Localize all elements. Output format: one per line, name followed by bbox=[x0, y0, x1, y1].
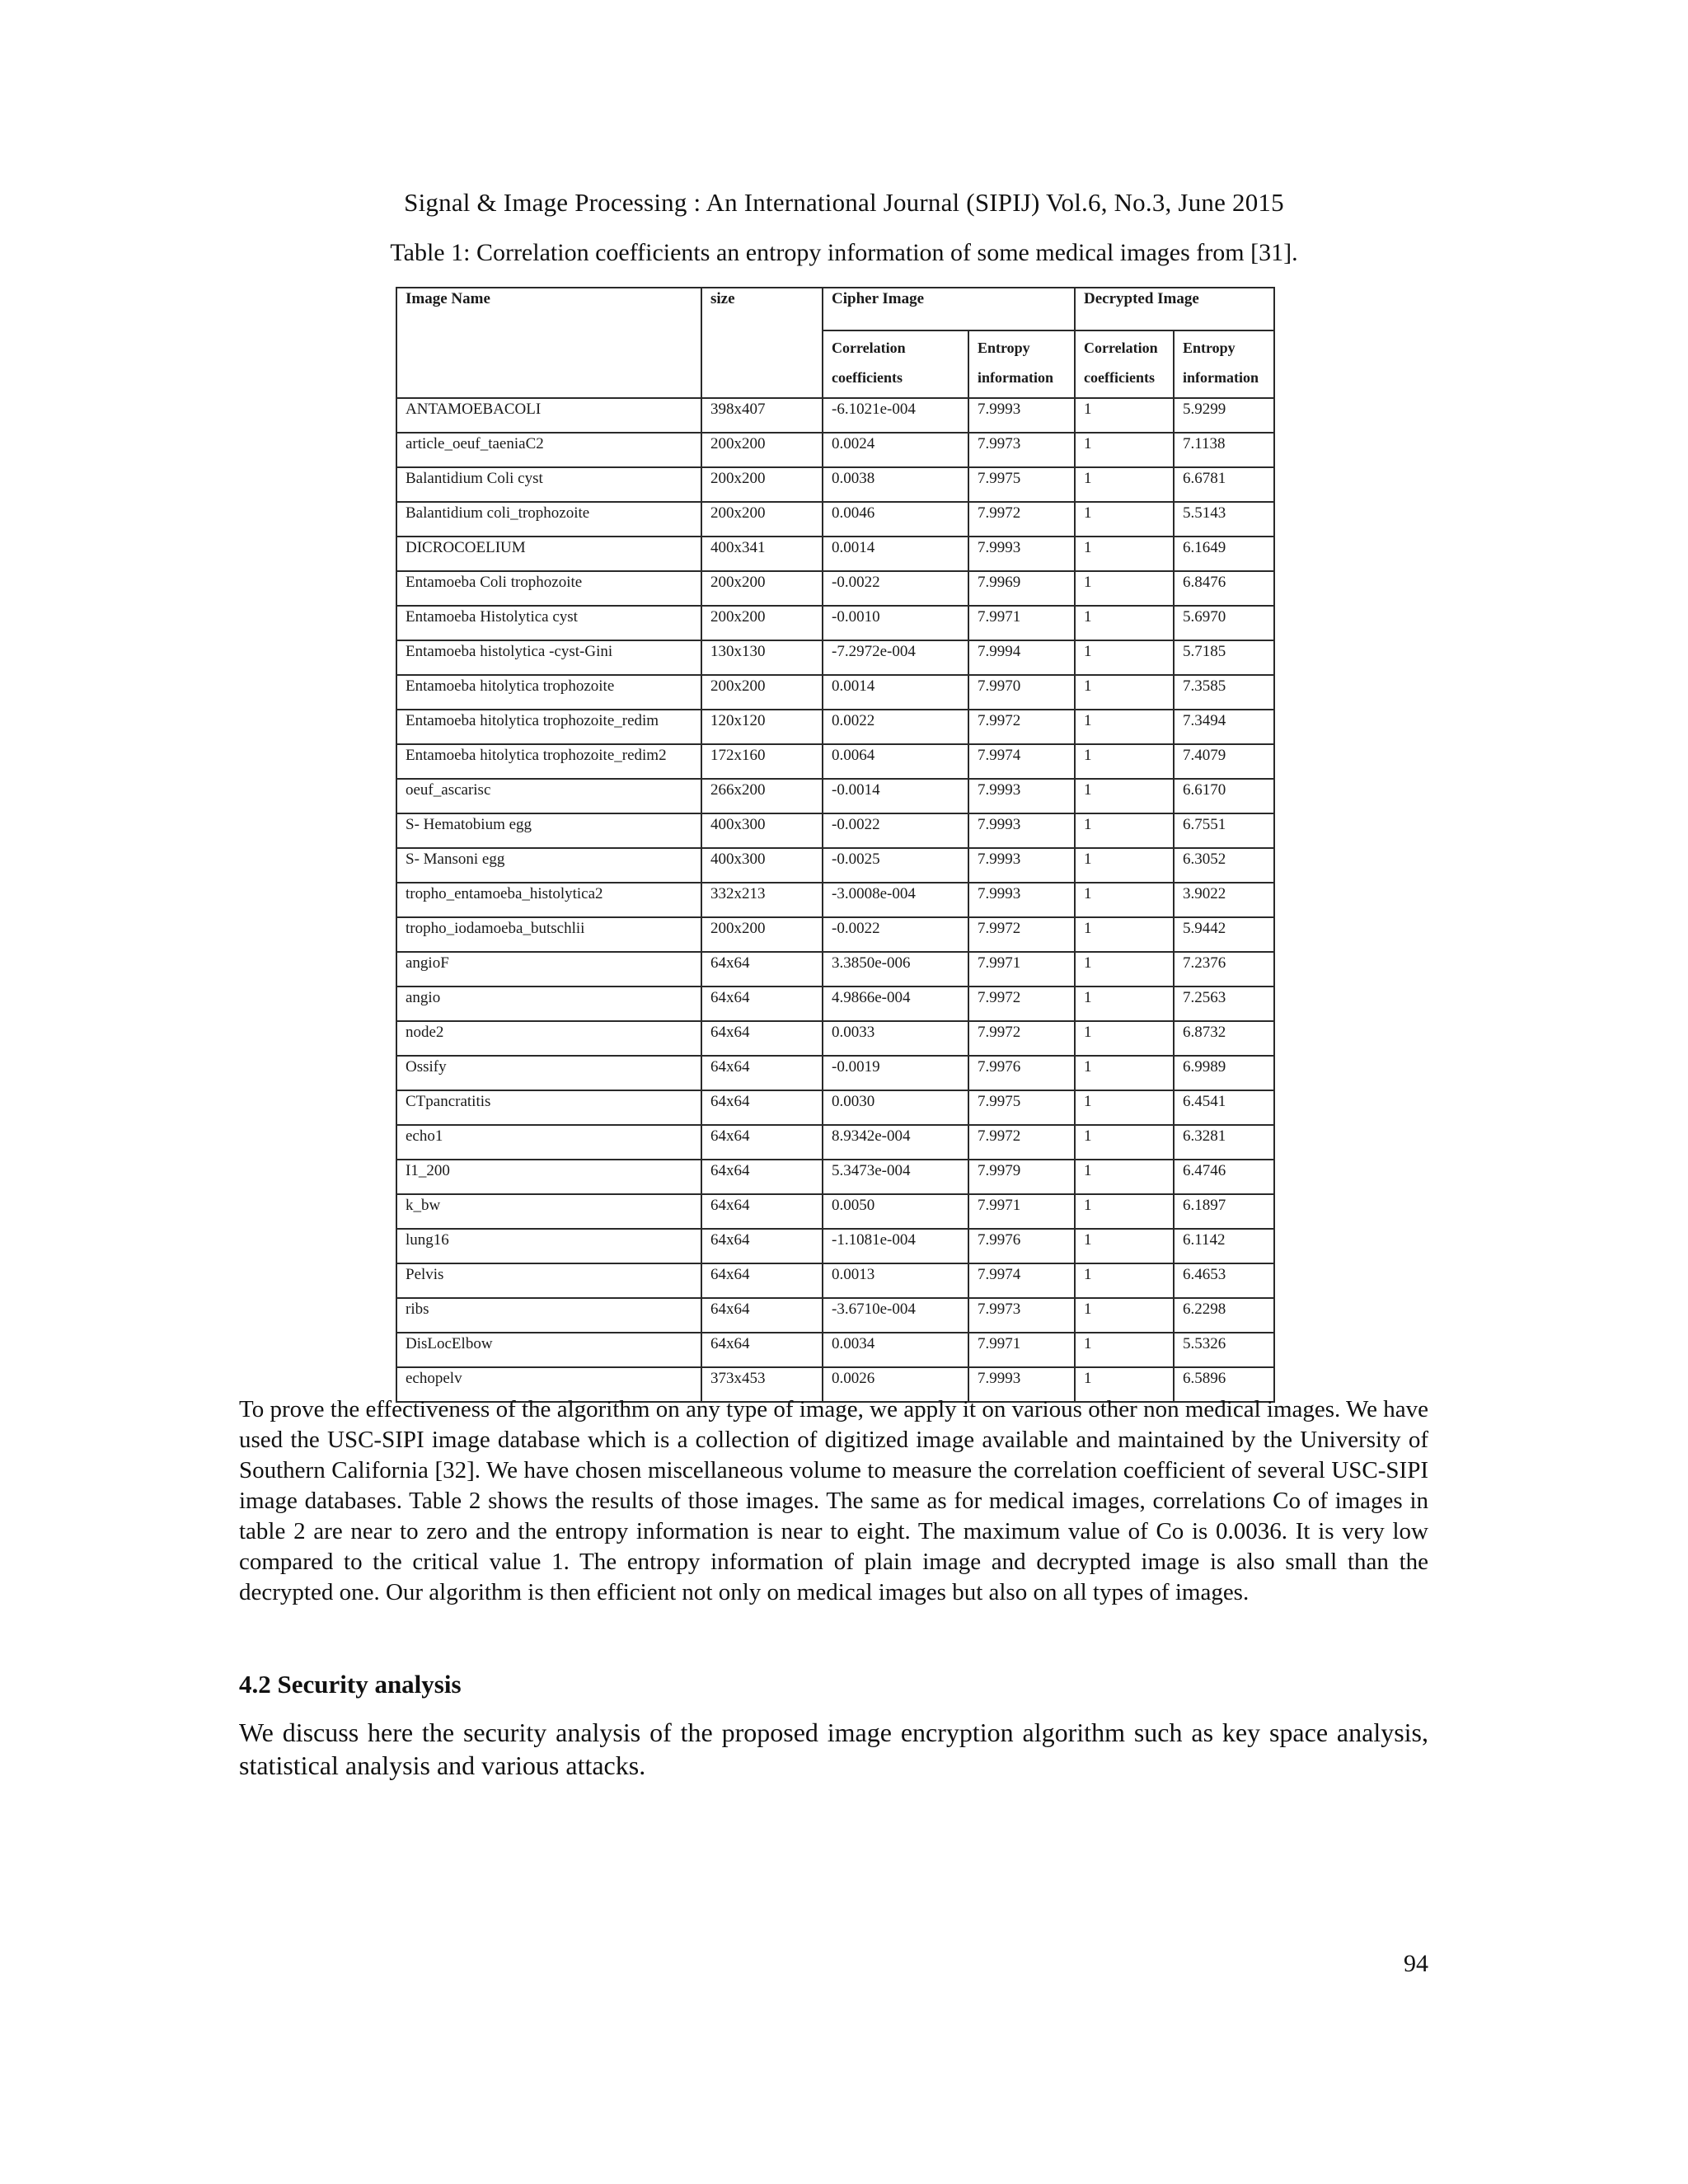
cell-cipher-correlation: 0.0046 bbox=[823, 502, 968, 537]
cell-cipher-correlation: -3.0008e-004 bbox=[823, 883, 968, 917]
cell-decrypted-entropy: 6.1897 bbox=[1174, 1194, 1274, 1229]
cell-image-name: tropho_entamoeba_histolytica2 bbox=[396, 883, 701, 917]
cell-size: 400x300 bbox=[701, 848, 823, 883]
cell-cipher-correlation: 0.0033 bbox=[823, 1021, 968, 1056]
cell-cipher-entropy: 7.9974 bbox=[968, 744, 1075, 779]
cell-cipher-entropy: 7.9993 bbox=[968, 813, 1075, 848]
table-row bbox=[396, 1298, 1274, 1333]
cell-decrypted-entropy: 6.1142 bbox=[1174, 1229, 1274, 1263]
cell-decrypted-correlation: 1 bbox=[1075, 1125, 1174, 1160]
cell-cipher-correlation: 8.9342e-004 bbox=[823, 1125, 968, 1160]
cell-image-name: lung16 bbox=[396, 1229, 701, 1263]
cell-size: 200x200 bbox=[701, 433, 823, 467]
cell-cipher-correlation: 0.0014 bbox=[823, 675, 968, 710]
cell-size: 200x200 bbox=[701, 606, 823, 640]
header-cipher-image: Cipher Image bbox=[823, 288, 1075, 330]
cell-decrypted-entropy: 6.7551 bbox=[1174, 813, 1274, 848]
cell-size: 64x64 bbox=[701, 952, 823, 987]
table-row bbox=[396, 1229, 1274, 1263]
cell-image-name: Entamoeba hitolytica trophozoite_redim2 bbox=[396, 744, 701, 779]
cell-image-name: echopelv bbox=[396, 1367, 701, 1402]
header-cipher-correlation: Correlation coefficients bbox=[823, 330, 968, 398]
cell-size: 332x213 bbox=[701, 883, 823, 917]
cell-cipher-entropy: 7.9972 bbox=[968, 1125, 1075, 1160]
section-heading: 4.2 Security analysis bbox=[239, 1670, 462, 1699]
cell-size: 64x64 bbox=[701, 1263, 823, 1298]
cell-cipher-entropy: 7.9979 bbox=[968, 1160, 1075, 1194]
cell-cipher-entropy: 7.9993 bbox=[968, 537, 1075, 571]
cell-decrypted-entropy: 3.9022 bbox=[1174, 883, 1274, 917]
cell-cipher-correlation: -0.0019 bbox=[823, 1056, 968, 1090]
cell-size: 120x120 bbox=[701, 710, 823, 744]
cell-size: 266x200 bbox=[701, 779, 823, 813]
table-row bbox=[396, 606, 1274, 640]
table-row bbox=[396, 675, 1274, 710]
cell-size: 64x64 bbox=[701, 1056, 823, 1090]
table-row bbox=[396, 537, 1274, 571]
cell-size: 200x200 bbox=[701, 571, 823, 606]
cell-decrypted-entropy: 6.4541 bbox=[1174, 1090, 1274, 1125]
results-table bbox=[396, 287, 1275, 1403]
cell-decrypted-correlation: 1 bbox=[1075, 1263, 1174, 1298]
cell-image-name: Entamoeba histolytica -cyst-Gini bbox=[396, 640, 701, 675]
cell-decrypted-correlation: 1 bbox=[1075, 917, 1174, 952]
header-decrypted-image: Decrypted Image bbox=[1075, 288, 1274, 330]
cell-decrypted-entropy: 7.1138 bbox=[1174, 433, 1274, 467]
cell-image-name: echo1 bbox=[396, 1125, 701, 1160]
cell-decrypted-entropy: 7.3585 bbox=[1174, 675, 1274, 710]
cell-decrypted-entropy: 7.2563 bbox=[1174, 987, 1274, 1021]
cell-decrypted-correlation: 1 bbox=[1075, 467, 1174, 502]
cell-size: 130x130 bbox=[701, 640, 823, 675]
table-row bbox=[396, 433, 1274, 467]
cell-cipher-correlation: 0.0013 bbox=[823, 1263, 968, 1298]
cell-cipher-entropy: 7.9971 bbox=[968, 952, 1075, 987]
cell-image-name: S- Hematobium egg bbox=[396, 813, 701, 848]
table-body bbox=[396, 398, 1274, 1402]
cell-cipher-correlation: 0.0014 bbox=[823, 537, 968, 571]
cell-cipher-correlation: 0.0022 bbox=[823, 710, 968, 744]
cell-decrypted-correlation: 1 bbox=[1075, 848, 1174, 883]
cell-image-name: k_bw bbox=[396, 1194, 701, 1229]
cell-size: 64x64 bbox=[701, 1298, 823, 1333]
cell-cipher-correlation: 0.0034 bbox=[823, 1333, 968, 1367]
cell-size: 64x64 bbox=[701, 987, 823, 1021]
table-row bbox=[396, 1263, 1274, 1298]
cell-decrypted-entropy: 6.6170 bbox=[1174, 779, 1274, 813]
cell-image-name: Entamoeba hitolytica trophozoite_redim bbox=[396, 710, 701, 744]
cell-cipher-correlation: 0.0050 bbox=[823, 1194, 968, 1229]
cell-decrypted-entropy: 7.4079 bbox=[1174, 744, 1274, 779]
cell-image-name: Entamoeba Histolytica cyst bbox=[396, 606, 701, 640]
table-row bbox=[396, 1090, 1274, 1125]
cell-decrypted-entropy: 5.9442 bbox=[1174, 917, 1274, 952]
header-size: size bbox=[701, 288, 823, 398]
cell-cipher-entropy: 7.9973 bbox=[968, 1298, 1075, 1333]
cell-cipher-entropy: 7.9993 bbox=[968, 398, 1075, 433]
cell-cipher-entropy: 7.9972 bbox=[968, 917, 1075, 952]
table-caption: Table 1: Correlation coefficients an entropy information of some medical images from [31]. bbox=[390, 239, 1298, 266]
cell-decrypted-entropy: 6.3052 bbox=[1174, 848, 1274, 883]
cell-decrypted-entropy: 6.6781 bbox=[1174, 467, 1274, 502]
cell-decrypted-correlation: 1 bbox=[1075, 1229, 1174, 1263]
table-row bbox=[396, 744, 1274, 779]
cell-decrypted-entropy: 7.3494 bbox=[1174, 710, 1274, 744]
cell-decrypted-entropy: 6.5896 bbox=[1174, 1367, 1274, 1402]
cell-decrypted-correlation: 1 bbox=[1075, 571, 1174, 606]
table-row bbox=[396, 1194, 1274, 1229]
table-row bbox=[396, 987, 1274, 1021]
cell-size: 64x64 bbox=[701, 1125, 823, 1160]
cell-cipher-correlation: -1.1081e-004 bbox=[823, 1229, 968, 1263]
cell-cipher-correlation: 0.0024 bbox=[823, 433, 968, 467]
cell-image-name: Pelvis bbox=[396, 1263, 701, 1298]
table-row bbox=[396, 1333, 1274, 1367]
cell-cipher-entropy: 7.9973 bbox=[968, 433, 1075, 467]
header-decrypted-entropy: Entropy information bbox=[1174, 330, 1274, 398]
cell-image-name: Balantidium Coli cyst bbox=[396, 467, 701, 502]
cell-decrypted-entropy: 5.7185 bbox=[1174, 640, 1274, 675]
cell-image-name: DisLocElbow bbox=[396, 1333, 701, 1367]
cell-cipher-entropy: 7.9972 bbox=[968, 710, 1075, 744]
table-row bbox=[396, 1021, 1274, 1056]
cell-cipher-correlation: 0.0030 bbox=[823, 1090, 968, 1125]
cell-decrypted-entropy: 5.5143 bbox=[1174, 502, 1274, 537]
cell-size: 200x200 bbox=[701, 917, 823, 952]
cell-image-name: Entamoeba Coli trophozoite bbox=[396, 571, 701, 606]
header-decrypted-correlation: Correlation coefficients bbox=[1075, 330, 1174, 398]
cell-decrypted-correlation: 1 bbox=[1075, 883, 1174, 917]
header-cipher-entropy: Entropy information bbox=[968, 330, 1075, 398]
cell-cipher-entropy: 7.9976 bbox=[968, 1056, 1075, 1090]
cell-cipher-entropy: 7.9993 bbox=[968, 779, 1075, 813]
body-paragraph-2: We discuss here the security analysis of the proposed image encryption algorithm such as key space analysis, statistical analysis and various attacks. bbox=[239, 1718, 1428, 1780]
cell-decrypted-correlation: 1 bbox=[1075, 1367, 1174, 1402]
cell-image-name: Ossify bbox=[396, 1056, 701, 1090]
cell-decrypted-correlation: 1 bbox=[1075, 433, 1174, 467]
cell-size: 400x341 bbox=[701, 537, 823, 571]
cell-decrypted-correlation: 1 bbox=[1075, 779, 1174, 813]
cell-size: 64x64 bbox=[701, 1194, 823, 1229]
cell-cipher-entropy: 7.9975 bbox=[968, 467, 1075, 502]
cell-image-name: I1_200 bbox=[396, 1160, 701, 1194]
cell-cipher-correlation: 3.3850e-006 bbox=[823, 952, 968, 987]
table-row bbox=[396, 952, 1274, 987]
cell-cipher-entropy: 7.9976 bbox=[968, 1229, 1075, 1263]
cell-decrypted-entropy: 5.6970 bbox=[1174, 606, 1274, 640]
cell-cipher-correlation: 0.0026 bbox=[823, 1367, 968, 1402]
table-row bbox=[396, 883, 1274, 917]
cell-decrypted-entropy: 7.2376 bbox=[1174, 952, 1274, 987]
table-row bbox=[396, 398, 1274, 433]
cell-cipher-entropy: 7.9971 bbox=[968, 1194, 1075, 1229]
cell-image-name: ANTAMOEBACOLI bbox=[396, 398, 701, 433]
cell-cipher-entropy: 7.9993 bbox=[968, 848, 1075, 883]
table-row bbox=[396, 502, 1274, 537]
table-row bbox=[396, 1056, 1274, 1090]
cell-image-name: ribs bbox=[396, 1298, 701, 1333]
cell-decrypted-correlation: 1 bbox=[1075, 710, 1174, 744]
cell-decrypted-entropy: 5.5326 bbox=[1174, 1333, 1274, 1367]
cell-image-name: node2 bbox=[396, 1021, 701, 1056]
cell-size: 200x200 bbox=[701, 502, 823, 537]
cell-size: 64x64 bbox=[701, 1021, 823, 1056]
cell-cipher-correlation: -7.2972e-004 bbox=[823, 640, 968, 675]
header-image-name: Image Name bbox=[396, 288, 701, 398]
cell-decrypted-correlation: 1 bbox=[1075, 813, 1174, 848]
cell-image-name: angioF bbox=[396, 952, 701, 987]
cell-cipher-entropy: 7.9972 bbox=[968, 987, 1075, 1021]
table-header-row bbox=[396, 288, 1274, 330]
cell-cipher-entropy: 7.9993 bbox=[968, 1367, 1075, 1402]
running-header: Signal & Image Processing : An International Journal (SIPIJ) Vol.6, No.3, June 2015 bbox=[404, 188, 1284, 217]
cell-image-name: Entamoeba hitolytica trophozoite bbox=[396, 675, 701, 710]
table-row bbox=[396, 813, 1274, 848]
cell-cipher-correlation: -0.0014 bbox=[823, 779, 968, 813]
cell-decrypted-correlation: 1 bbox=[1075, 744, 1174, 779]
table-row bbox=[396, 1125, 1274, 1160]
cell-size: 200x200 bbox=[701, 467, 823, 502]
table-row bbox=[396, 640, 1274, 675]
cell-decrypted-entropy: 6.8476 bbox=[1174, 571, 1274, 606]
cell-cipher-entropy: 7.9994 bbox=[968, 640, 1075, 675]
cell-cipher-entropy: 7.9993 bbox=[968, 883, 1075, 917]
table-row bbox=[396, 1160, 1274, 1194]
cell-cipher-entropy: 7.9974 bbox=[968, 1263, 1075, 1298]
cell-size: 64x64 bbox=[701, 1229, 823, 1263]
cell-cipher-entropy: 7.9969 bbox=[968, 571, 1075, 606]
cell-decrypted-correlation: 1 bbox=[1075, 502, 1174, 537]
cell-size: 373x453 bbox=[701, 1367, 823, 1402]
cell-decrypted-correlation: 1 bbox=[1075, 1333, 1174, 1367]
cell-cipher-correlation: 4.9866e-004 bbox=[823, 987, 968, 1021]
cell-cipher-correlation: 0.0064 bbox=[823, 744, 968, 779]
cell-decrypted-entropy: 6.8732 bbox=[1174, 1021, 1274, 1056]
page-number: 94 bbox=[1404, 1950, 1428, 1977]
cell-image-name: Balantidium coli_trophozoite bbox=[396, 502, 701, 537]
body-paragraph-1: To prove the effectiveness of the algorithm on any type of image, we apply it on various other non medical images. We have used the USC-SIPI image database which is a collection of digitized image available and maintained by the University of Southern California [32]. We have chosen miscellaneous volume to measure the correlation coefficient of several USC-SIPI image databases. Table 2 shows the results of those images. The same as for medical images, correlations Co of images in table 2 are near to zero and the entropy information is near to eight. The maximum value of Co is 0.0036. It is very low compared to the critical value 1. The entropy information of plain image and decrypted image is also small than the decrypted one. Our algorithm is then efficient not only on medical images but also on all types of images. bbox=[239, 1396, 1428, 1605]
cell-image-name: DICROCOELIUM bbox=[396, 537, 701, 571]
cell-decrypted-correlation: 1 bbox=[1075, 1298, 1174, 1333]
cell-size: 64x64 bbox=[701, 1090, 823, 1125]
table-row bbox=[396, 779, 1274, 813]
cell-decrypted-entropy: 6.4746 bbox=[1174, 1160, 1274, 1194]
cell-decrypted-correlation: 1 bbox=[1075, 1194, 1174, 1229]
cell-cipher-correlation: -0.0025 bbox=[823, 848, 968, 883]
cell-cipher-correlation: -0.0022 bbox=[823, 813, 968, 848]
cell-decrypted-correlation: 1 bbox=[1075, 1090, 1174, 1125]
cell-decrypted-entropy: 6.9989 bbox=[1174, 1056, 1274, 1090]
cell-decrypted-correlation: 1 bbox=[1075, 398, 1174, 433]
cell-decrypted-correlation: 1 bbox=[1075, 640, 1174, 675]
cell-decrypted-correlation: 1 bbox=[1075, 952, 1174, 987]
cell-size: 64x64 bbox=[701, 1160, 823, 1194]
cell-decrypted-correlation: 1 bbox=[1075, 606, 1174, 640]
cell-cipher-entropy: 7.9972 bbox=[968, 502, 1075, 537]
cell-decrypted-entropy: 6.2298 bbox=[1174, 1298, 1274, 1333]
cell-cipher-correlation: -0.0022 bbox=[823, 917, 968, 952]
cell-cipher-correlation: -0.0022 bbox=[823, 571, 968, 606]
cell-decrypted-entropy: 6.3281 bbox=[1174, 1125, 1274, 1160]
cell-decrypted-entropy: 6.4653 bbox=[1174, 1263, 1274, 1298]
cell-cipher-correlation: 5.3473e-004 bbox=[823, 1160, 968, 1194]
table-row bbox=[396, 467, 1274, 502]
cell-image-name: angio bbox=[396, 987, 701, 1021]
cell-cipher-entropy: 7.9971 bbox=[968, 1333, 1075, 1367]
cell-decrypted-correlation: 1 bbox=[1075, 1056, 1174, 1090]
cell-cipher-correlation: -3.6710e-004 bbox=[823, 1298, 968, 1333]
cell-image-name: S- Mansoni egg bbox=[396, 848, 701, 883]
cell-decrypted-correlation: 1 bbox=[1075, 1160, 1174, 1194]
cell-cipher-correlation: 0.0038 bbox=[823, 467, 968, 502]
table-row bbox=[396, 917, 1274, 952]
cell-decrypted-correlation: 1 bbox=[1075, 987, 1174, 1021]
cell-decrypted-correlation: 1 bbox=[1075, 537, 1174, 571]
cell-decrypted-entropy: 6.1649 bbox=[1174, 537, 1274, 571]
cell-decrypted-entropy: 5.9299 bbox=[1174, 398, 1274, 433]
cell-cipher-correlation: -0.0010 bbox=[823, 606, 968, 640]
cell-cipher-entropy: 7.9972 bbox=[968, 1021, 1075, 1056]
cell-image-name: oeuf_ascarisc bbox=[396, 779, 701, 813]
cell-size: 172x160 bbox=[701, 744, 823, 779]
cell-cipher-entropy: 7.9971 bbox=[968, 606, 1075, 640]
cell-size: 200x200 bbox=[701, 675, 823, 710]
table-row bbox=[396, 710, 1274, 744]
cell-image-name: tropho_iodamoeba_butschlii bbox=[396, 917, 701, 952]
table-row bbox=[396, 848, 1274, 883]
cell-size: 398x407 bbox=[701, 398, 823, 433]
cell-decrypted-correlation: 1 bbox=[1075, 1021, 1174, 1056]
cell-size: 64x64 bbox=[701, 1333, 823, 1367]
cell-cipher-entropy: 7.9970 bbox=[968, 675, 1075, 710]
cell-cipher-entropy: 7.9975 bbox=[968, 1090, 1075, 1125]
cell-image-name: article_oeuf_taeniaC2 bbox=[396, 433, 701, 467]
cell-image-name: CTpancratitis bbox=[396, 1090, 701, 1125]
cell-size: 400x300 bbox=[701, 813, 823, 848]
table-row bbox=[396, 571, 1274, 606]
cell-decrypted-correlation: 1 bbox=[1075, 675, 1174, 710]
cell-cipher-correlation: -6.1021e-004 bbox=[823, 398, 968, 433]
